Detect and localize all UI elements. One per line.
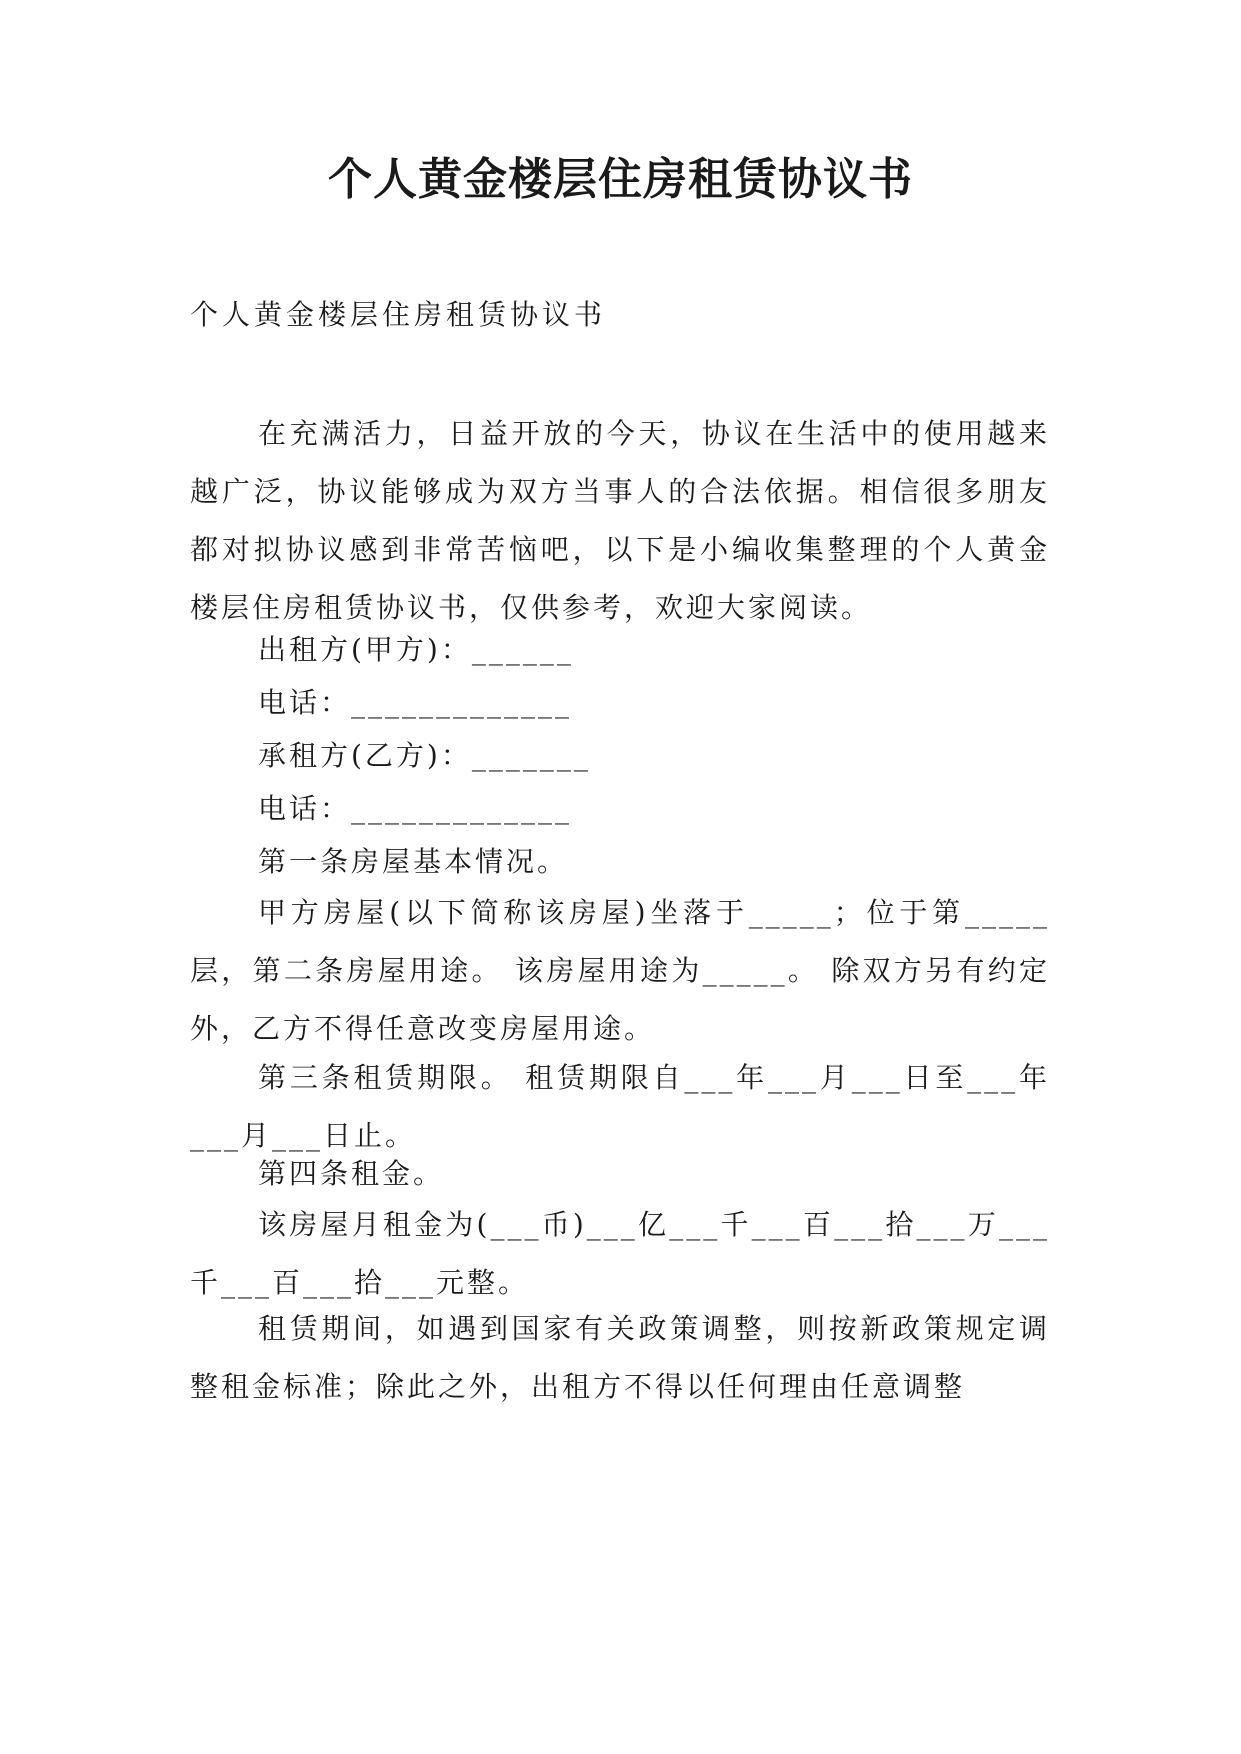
article4-adjust-paragraph: 租赁期间，如遇到国家有关政策调整，则按新政策规定调整租金标准；除此之外，出租方不得以任何理由任意调整 xyxy=(190,1312,1050,1403)
article1-heading: 第一条房屋基本情况。 xyxy=(258,845,569,878)
article3-paragraph: 第三条租赁期限。 租赁期限自___年___月___日至___年___月___日止。 xyxy=(190,1061,1050,1152)
phone-a-line: 电话：_____________ xyxy=(258,686,573,719)
article4-heading: 第四条租金。 xyxy=(258,1157,445,1190)
intro-paragraph: 在充满活力，日益开放的今天，协议在生活中的使用越来越广泛，协议能够成为双方当事人的合法依据。相信很多朋友都对拟协议感到非常苦恼吧，以下是小编收集整理的个人黄金楼层住房租赁协议书，仅供参考，欢迎大家阅读。 xyxy=(190,417,1050,624)
article1-body: 甲方房屋(以下简称该房屋)坐落于_____；位于第_____层，第二条房屋用途。 该房屋用途为_____。 除双方另有约定外，乙方不得任意改变房屋用途。 xyxy=(190,896,1050,1045)
party-a-line: 出租方(甲方)：______ xyxy=(258,633,574,666)
document-title: 个人黄金楼层住房租赁协议书 xyxy=(328,154,913,205)
phone-b-line: 电话：_____________ xyxy=(258,792,573,825)
article4-rent-paragraph: 该房屋月租金为(___币)___亿___千___百___拾___万___千___百___拾___元整。 xyxy=(190,1208,1050,1299)
document-subtitle: 个人黄金楼层住房租赁协议书 xyxy=(190,298,607,331)
party-b-line: 承租方(乙方)：_______ xyxy=(258,739,591,772)
